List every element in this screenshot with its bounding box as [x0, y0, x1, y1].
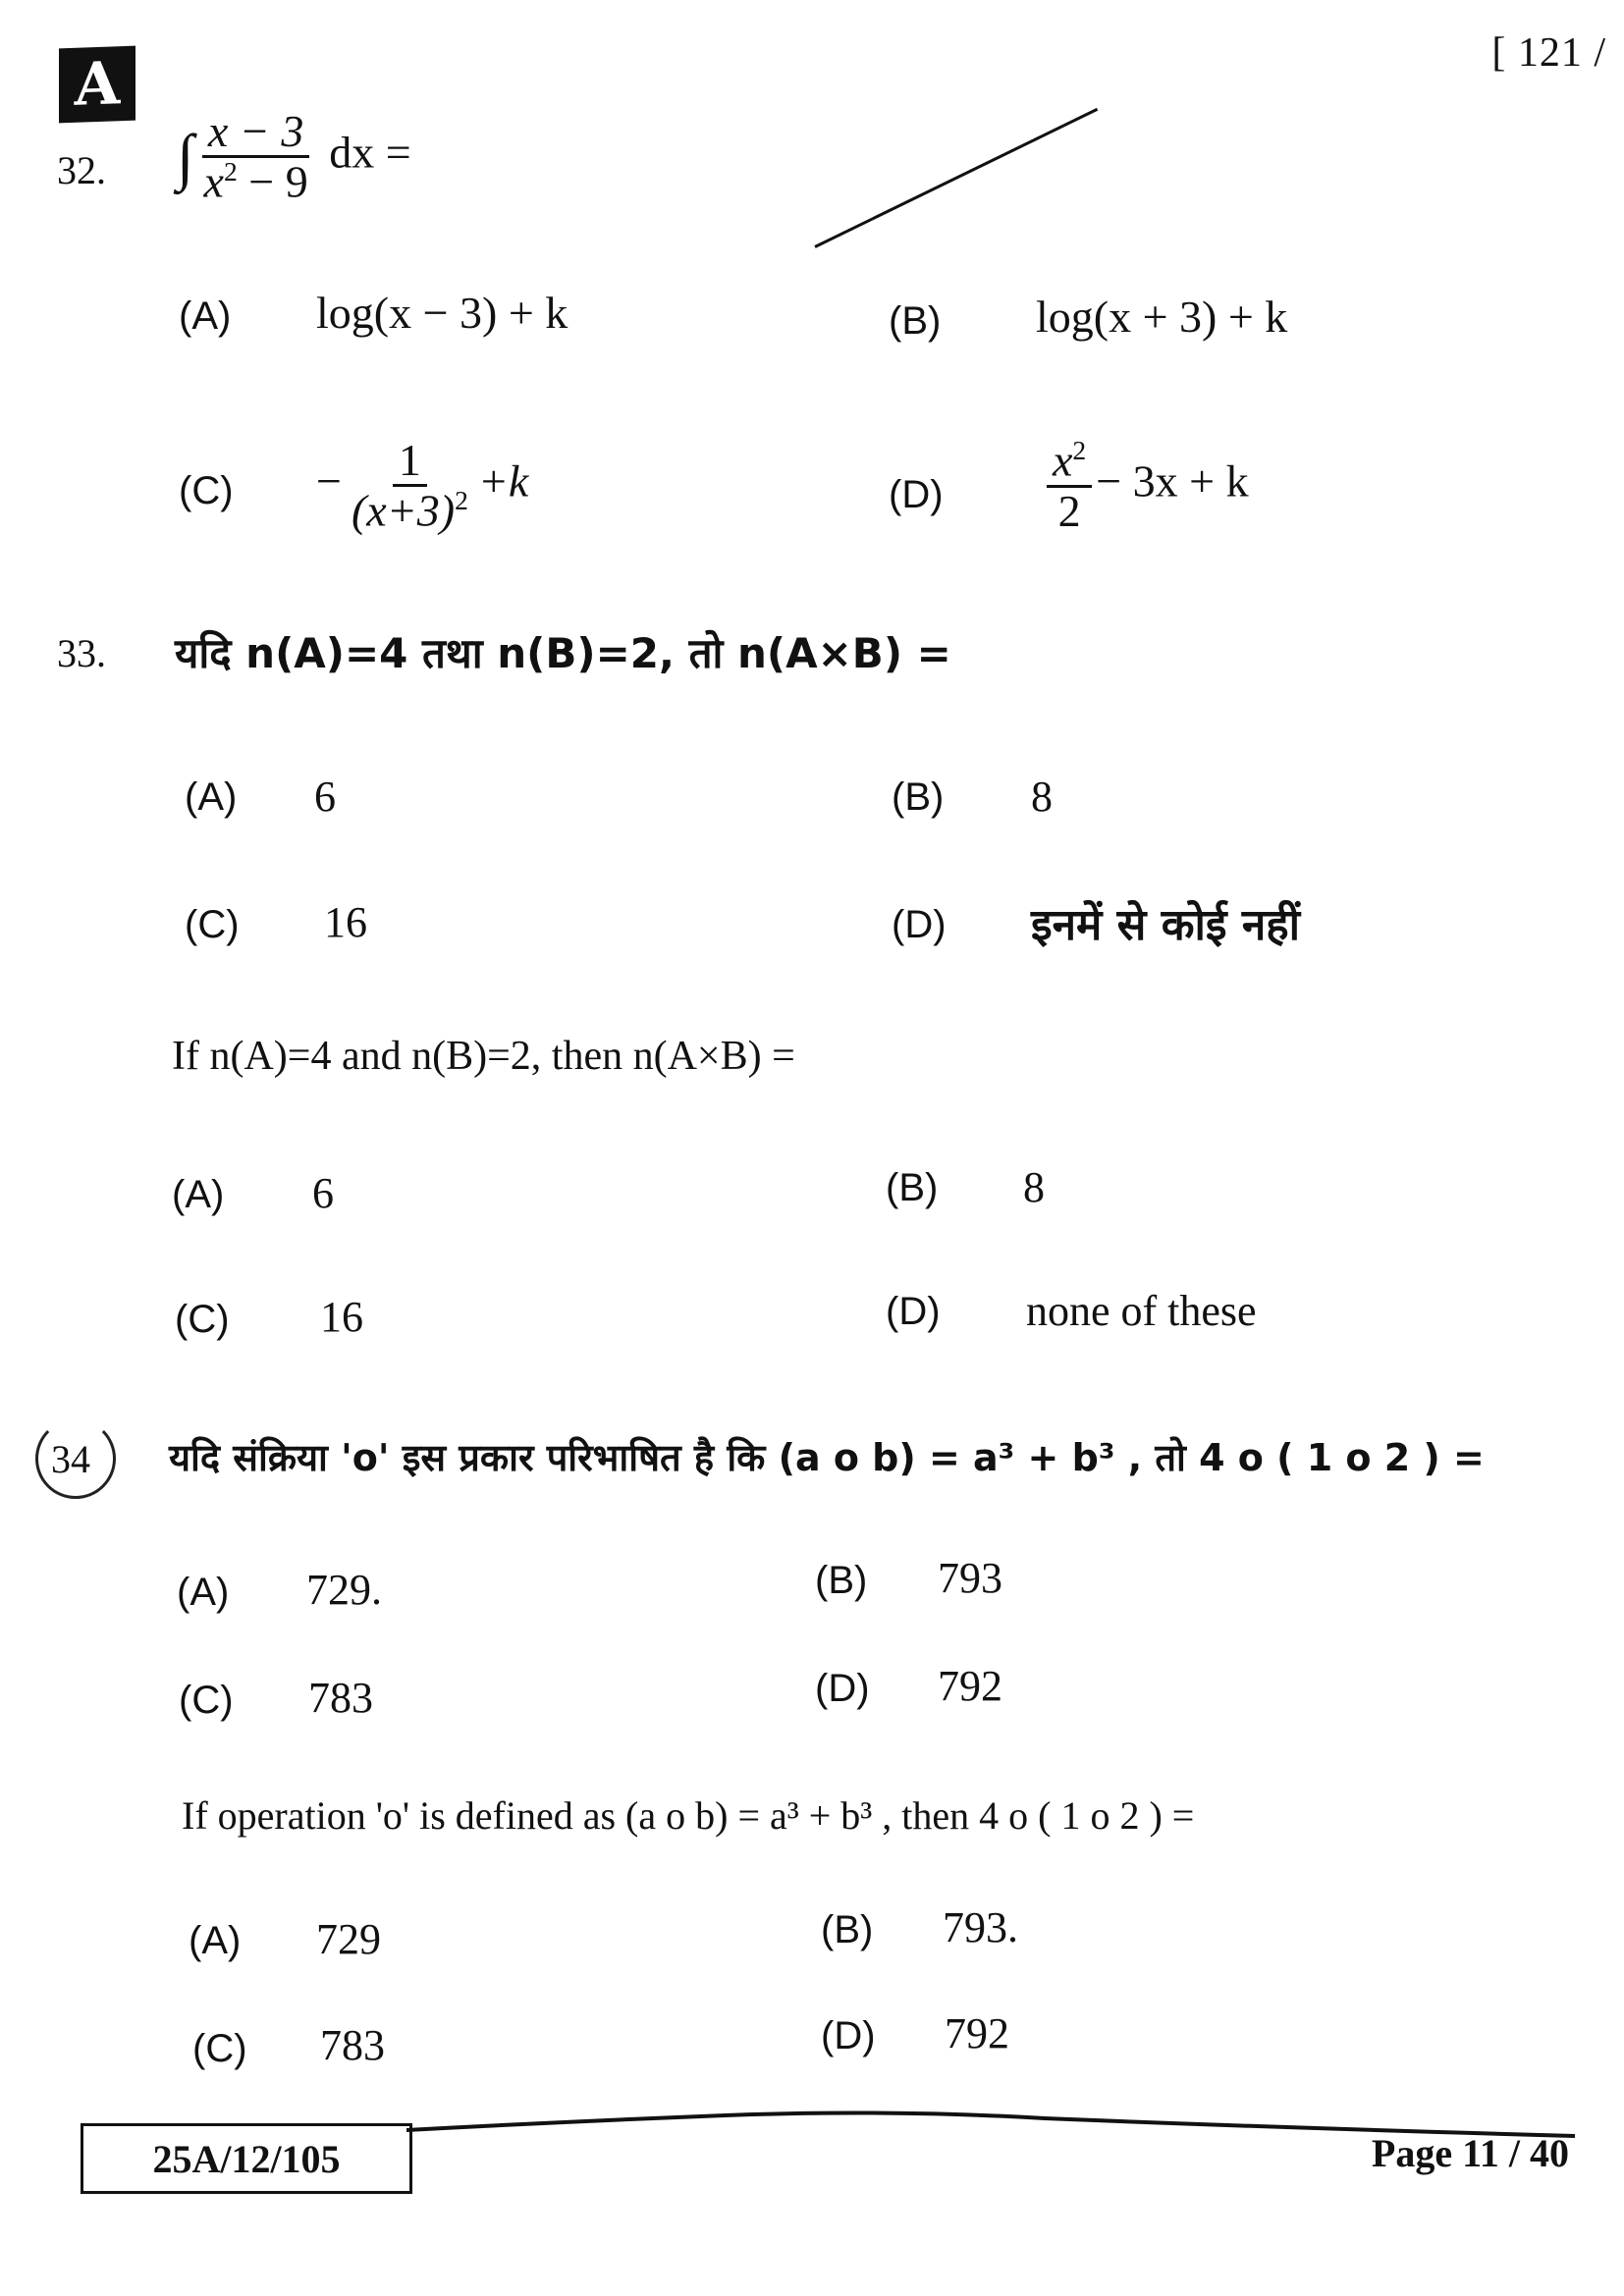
q34-en-option-d-label: (D) — [821, 2014, 876, 2057]
q33-en-option-c-label: (C) — [175, 1298, 230, 1341]
paper-code-box: 25A/12/105 — [81, 2123, 412, 2194]
q32-option-c-value[interactable]: − $\frac{1}{(x+3)^2}$ +k — [316, 435, 529, 536]
integrand-fraction — [198, 108, 314, 206]
q33-hi-option-a-label: (A) — [185, 775, 238, 819]
q34-en-option-d-value[interactable]: 792 — [945, 2009, 1009, 2057]
q33-en-option-a-value[interactable]: 6 — [312, 1169, 334, 1217]
q34-hi-option-b-value[interactable]: 793 — [938, 1554, 1002, 1602]
q34-en-option-c-value[interactable]: 783 — [320, 2021, 385, 2069]
q32-option-a-label: (A) — [179, 294, 232, 338]
q34-en-option-b-value[interactable]: 793. — [943, 1903, 1018, 1951]
q34-hi-option-c-value[interactable]: 783 — [308, 1674, 373, 1722]
pen-strike-mark — [814, 108, 1098, 248]
q33-en-option-b-label: (B) — [886, 1166, 939, 1209]
question-33-number: 33. — [57, 631, 106, 675]
q34-en-option-b-label: (B) — [821, 1908, 874, 1951]
question-34-stem-english: If operation 'o' is defined as (a o b) = a³ + b³ , then 4 o ( 1 o 2 ) = — [182, 1793, 1195, 1838]
q34-hi-option-a-value[interactable]: 729. — [306, 1566, 382, 1614]
integrand-numerator: x − 3 — [202, 108, 309, 158]
q33-en-option-c-value[interactable]: 16 — [320, 1293, 363, 1341]
q33-hi-option-c-label: (C) — [185, 903, 240, 946]
q34-en-option-c-label: (C) — [192, 2027, 247, 2070]
q34-hi-option-c-label: (C) — [179, 1679, 234, 1722]
q33-en-option-b-value[interactable]: 8 — [1023, 1163, 1045, 1211]
q33-hi-option-b-value[interactable]: 8 — [1031, 773, 1053, 821]
q33-hi-option-d-label: (D) — [892, 903, 947, 946]
q33-hi-option-d-value[interactable]: इनमें से कोई नहीं — [1031, 900, 1301, 950]
question-32-number: 32. — [57, 148, 106, 192]
integral-sign: ∫ — [177, 121, 194, 191]
q33-hi-option-b-label: (B) — [892, 775, 945, 819]
question-34-stem-hindi: यदि संक्रिया 'o' इस प्रकार परिभाषित है कि (a o b) = a³ + b³ , तो 4 o ( 1 o 2 ) = — [169, 1436, 1485, 1479]
integral-tail: dx = — [329, 127, 411, 178]
q33-en-option-d-value[interactable]: none of these — [1026, 1287, 1257, 1335]
q33-en-option-d-label: (D) — [886, 1290, 941, 1333]
q34-hi-option-d-label: (D) — [815, 1667, 870, 1710]
set-badge: A — [59, 46, 135, 124]
q32-option-b-label: (B) — [889, 299, 942, 343]
page-number: Page 11 / 40 — [1371, 2131, 1569, 2175]
q34-hi-option-b-label: (B) — [815, 1559, 868, 1602]
integrand-denominator: $x^2 - 9$ — [203, 156, 308, 207]
q32-option-d-value[interactable]: $\frac{x^2}{2}$ − 3x + k — [1043, 437, 1249, 535]
q33-en-option-a-label: (A) — [172, 1173, 225, 1216]
reference-number: [ 121 / — [1491, 30, 1606, 76]
question-32-stem — [177, 108, 411, 206]
q34-hi-option-a-label: (A) — [177, 1571, 230, 1614]
q32-option-d-label: (D) — [889, 473, 944, 516]
q32-option-c-label: (C) — [179, 469, 234, 512]
question-33-stem-hindi: यदि n(A)=4 तथा n(B)=2, तो n(A×B) = — [175, 629, 951, 677]
q34-en-option-a-value[interactable]: 729 — [316, 1915, 381, 1963]
q32-option-a-value[interactable]: log(x − 3) + k — [316, 288, 568, 338]
q33-hi-option-a-value[interactable]: 6 — [314, 773, 336, 821]
question-33-stem-english: If n(A)=4 and n(B)=2, then n(A×B) = — [172, 1034, 795, 1079]
q32-option-b-value[interactable]: log(x + 3) + k — [1036, 292, 1288, 342]
q34-en-option-a-label: (A) — [189, 1919, 242, 1962]
q34-hi-option-d-value[interactable]: 792 — [938, 1662, 1002, 1710]
q33-hi-option-c-value[interactable]: 16 — [324, 898, 367, 946]
question-34-number: 34 — [51, 1437, 90, 1481]
